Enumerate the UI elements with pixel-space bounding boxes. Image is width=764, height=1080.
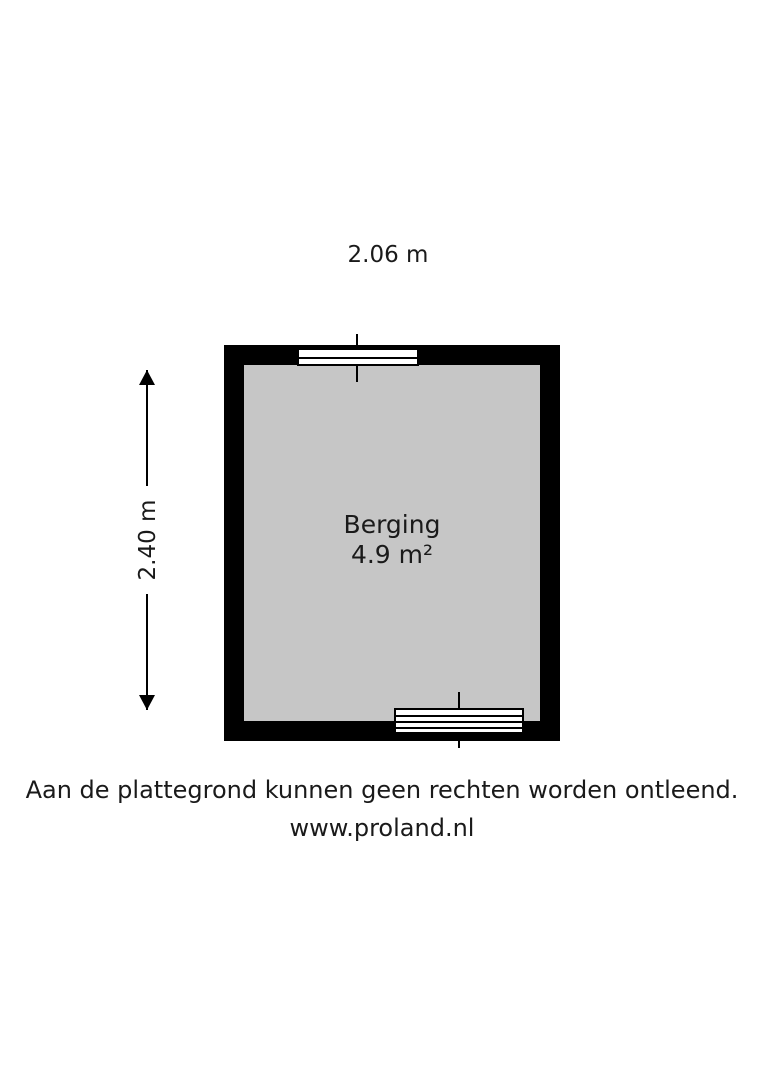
- window-top-icon: [297, 348, 419, 366]
- height-dimension-label-wrap: [133, 410, 163, 670]
- height-dimension: [128, 370, 168, 710]
- room-name: Berging: [343, 510, 441, 539]
- window-top-bar: [299, 357, 417, 359]
- width-dimension-label: 2.06 m: [336, 242, 441, 268]
- height-arrow-top-icon: [139, 370, 155, 385]
- window-bottom-bar-1: [396, 715, 522, 717]
- window-bottom-bar-2: [396, 721, 522, 723]
- website-text: www.proland.nl: [289, 814, 475, 842]
- disclaimer-text: Aan de plattegrond kunnen geen rechten worden ontleend.: [25, 776, 739, 804]
- window-bottom-icon: [394, 708, 524, 734]
- height-dimension-label: 2.40 m: [135, 486, 161, 595]
- room-area: 4.9 m²: [350, 540, 434, 569]
- height-arrow-bottom-icon: [139, 695, 155, 710]
- room-floor: [244, 365, 540, 721]
- width-dimension-label-wrap: [243, 240, 533, 270]
- room-walls: [224, 345, 560, 741]
- window-bottom-bar-3: [396, 727, 522, 729]
- footer: [0, 773, 764, 845]
- width-dimension: [243, 240, 533, 274]
